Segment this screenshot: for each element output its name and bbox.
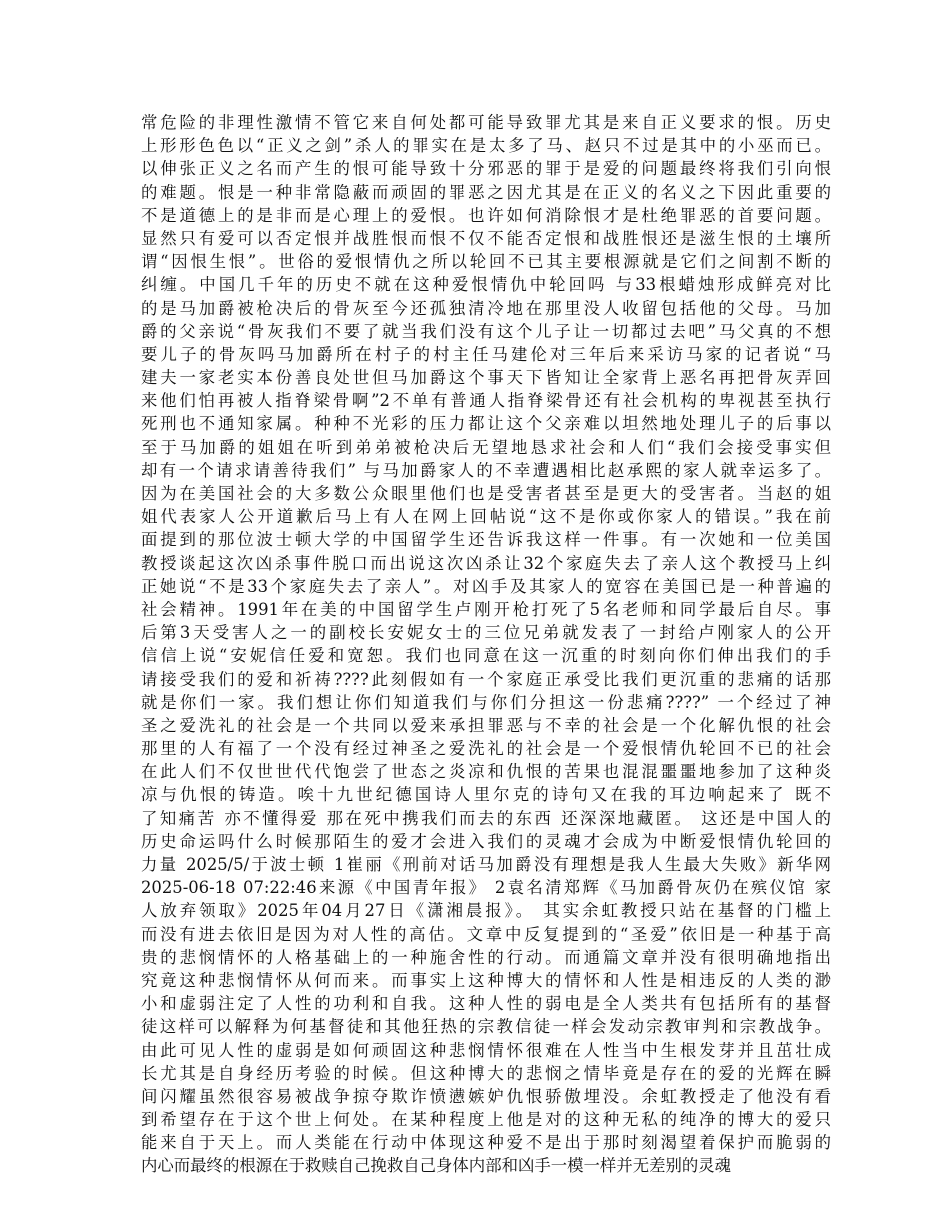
text-line: 力量 2025/5/于波士顿 1崔丽《刑前对话马加爵没有理想是我人生最大失败》新华网 xyxy=(141,855,831,874)
text-line: 显然只有爱可以否定恨并战胜恨而恨不仅不能否定恨和战胜恨还是滋生恨的土壤所 xyxy=(141,228,831,248)
text-line: 后第3天受害人之一的副校长安妮女士的三位兄弟就发表了一封给卢刚家人的公开 xyxy=(141,623,831,643)
text-line: 究竟这种悲悯情怀从何而来。而事实上这种博大的情怀和人性是相违反的人类的渺 xyxy=(141,970,831,990)
text-line: 要儿子的骨灰吗马加爵所在村子的村主任马建伦对三年后来采访马家的记者说“马 xyxy=(141,344,831,364)
text-line: 历史命运吗什么时候那陌生的爱才会进入我们的灵魂才会成为中断爱恨情仇轮回的 xyxy=(141,831,831,851)
text-line: 的难题。恨是一种非常隐蔽而顽固的罪恶之因尤其是在正义的名义之下因此重要的 xyxy=(141,182,831,202)
text-line: 以伸张正义之名而产生的恨可能导致十分邪恶的罪于是爱的问题最终将我们引向恨 xyxy=(141,159,831,179)
text-line: 请接受我们的爱和祈祷????此刻假如有一个家庭正承受比我们更沉重的悲痛的话那 xyxy=(141,669,831,689)
text-line: 信信上说“安妮信任爱和宽恕。我们也同意在这一沉重的时刻向你们伸出我们的手 xyxy=(141,646,831,666)
text-line: 因为在美国社会的大多数公众眼里他们也是受害者甚至是更大的受害者。当赵的姐 xyxy=(141,484,831,503)
text-line: 社会精神。1991年在美的中国留学生卢刚开枪打死了5名老师和同学最后自尽。事 xyxy=(141,599,831,619)
text-line: 死刑也不通知家属。种种不光彩的压力都让这个父亲难以坦然地处理儿子的后事以 xyxy=(141,414,831,434)
text-line: 长尤其是自身经历考验的时候。但这种博大的悲悯之情毕竟是存在的爱的光辉在瞬 xyxy=(141,1063,831,1083)
text-line: 常危险的非理性激情不管它来自何处都可能导致罪尤其是来自正义要求的恨。历史 xyxy=(141,113,831,132)
text-line: 的是马加爵被枪决后的骨灰至今还孤独清冷地在那里没人收留包括他的父母。马加 xyxy=(141,298,831,318)
text-line: 来他们怕再被人指脊梁骨啊”2不单有普通人指脊梁骨还有社会机构的卑视甚至执行 xyxy=(141,391,831,411)
text-line: 不是道德上的是非而是心理上的爱恨。也许如何消除恨才是杜绝罪恶的首要问题。 xyxy=(141,205,831,225)
text-line: 纠缠。中国几千年的历史不就在这种爱恨情仇中轮回吗 与33根蜡烛形成鲜亮对比 xyxy=(141,275,831,295)
text-line: 凉与仇恨的铸造。唉十九世纪德国诗人里尔克的诗句又在我的耳边响起来了 既不 xyxy=(141,785,831,805)
text-line: 2025-06-18 07:22:46来源《中国青年报》 2袁名清郑辉《马加爵骨灰仍在殡仪馆 家 xyxy=(141,878,831,898)
body-text xyxy=(141,111,831,1178)
text-line: 贵的悲悯情怀的人格基础上的一种施舍性的行动。而通篇文章并没有很明确地指出 xyxy=(141,947,831,967)
text-line: 那里的人有福了一个没有经过神圣之爱洗礼的社会是一个爱恨情仇轮回不已的社会 xyxy=(141,739,831,759)
text-line: 姐代表家人公开道歉后马上有人在网上回帖说“这不是你或你家人的错误。”我在前 xyxy=(141,507,831,527)
text-line: 爵的父亲说“骨灰我们不要了就当我们没有这个儿子让一切都过去吧”马父真的不想 xyxy=(141,321,831,341)
text-line: 就是你们一家。我们想让你们知道我们与你们分担这一份悲痛????” 一个经过了神 xyxy=(141,692,831,712)
text-line: 人放弃领取》2025年04月27日《潇湘晨报》。 其实余虹教授只站在基督的门槛上 xyxy=(141,901,831,921)
text-line: 圣之爱洗礼的社会是一个共同以爱来承担罪恶与不幸的社会是一个化解仇恨的社会 xyxy=(141,715,831,735)
text-line: 小和虚弱注定了人性的功利和自我。这种人性的弱电是全人类共有包括所有的基督 xyxy=(141,994,831,1014)
text-line: 教授谈起这次凶杀事件脱口而出说这次凶杀让32个家庭失去了亲人这个教授马上纠 xyxy=(141,553,831,573)
text-line: 在此人们不仅世世代代饱尝了世态之炎凉和仇恨的苦果也混混噩噩地参加了这种炎 xyxy=(141,762,831,782)
text-line: 由此可见人性的虚弱是如何顽固这种悲悯情怀很难在人性当中生根发芽并且茁壮成 xyxy=(141,1040,831,1060)
text-line: 面提到的那位波士顿大学的中国留学生还告诉我这样一件事。有一次她和一位美国 xyxy=(141,530,831,550)
text-line: 了知痛苦 亦不懂得爱 那在死中携我们而去的东西 还深深地藏匿。 这还是中国人的 xyxy=(141,808,831,828)
text-line: 至于马加爵的姐姐在听到弟弟被枪决后无望地恳求社会和人们“我们会接受事实但 xyxy=(141,437,831,457)
text-line: 间闪耀虽然很容易被战争掠夺欺诈愤懑嫉妒仇恨骄傲埋没。余虹教授走了他没有看 xyxy=(141,1086,831,1106)
text-line: 却有一个请求请善待我们” 与马加爵家人的不幸遭遇相比赵承熙的家人就幸运多了。 xyxy=(141,460,831,480)
text-line: 上形形色色以“正义之剑”杀人的罪实在是太多了马、赵只不过是其中的小巫而已。 xyxy=(141,136,831,156)
text-line: 徒这样可以解释为何基督徒和其他狂热的宗教信徒一样会发动宗教审判和宗教战争。 xyxy=(141,1017,831,1037)
text-line: 能来自于天上。而人类能在行动中体现这种爱不是出于那时刻渴望着保护而脆弱的 xyxy=(141,1133,831,1153)
text-line: 谓“因恨生恨”。世俗的爱恨情仇之所以轮回不已其主要根源就是它们之间割不断的 xyxy=(141,252,831,272)
text-line: 正她说“不是33个家庭失去了亲人”。对凶手及其家人的宽容在美国已是一种普遍的 xyxy=(141,576,831,596)
text-line: 建夫一家老实本份善良处世但马加爵这个事天下皆知让全家背上恶名再把骨灰弄回 xyxy=(141,368,831,388)
text-line: 而没有进去依旧是因为对人性的高估。文章中反复提到的“圣爱”依旧是一种基于高 xyxy=(141,924,831,944)
text-line: 到希望存在于这个世上何处。在某种程度上他是对的这种无私的纯净的博大的爱只 xyxy=(141,1110,831,1130)
text-line: 内心而最终的根源在于救赎自己挽救自己身体内部和凶手一模一样并无差别的灵魂 xyxy=(141,1156,732,1176)
